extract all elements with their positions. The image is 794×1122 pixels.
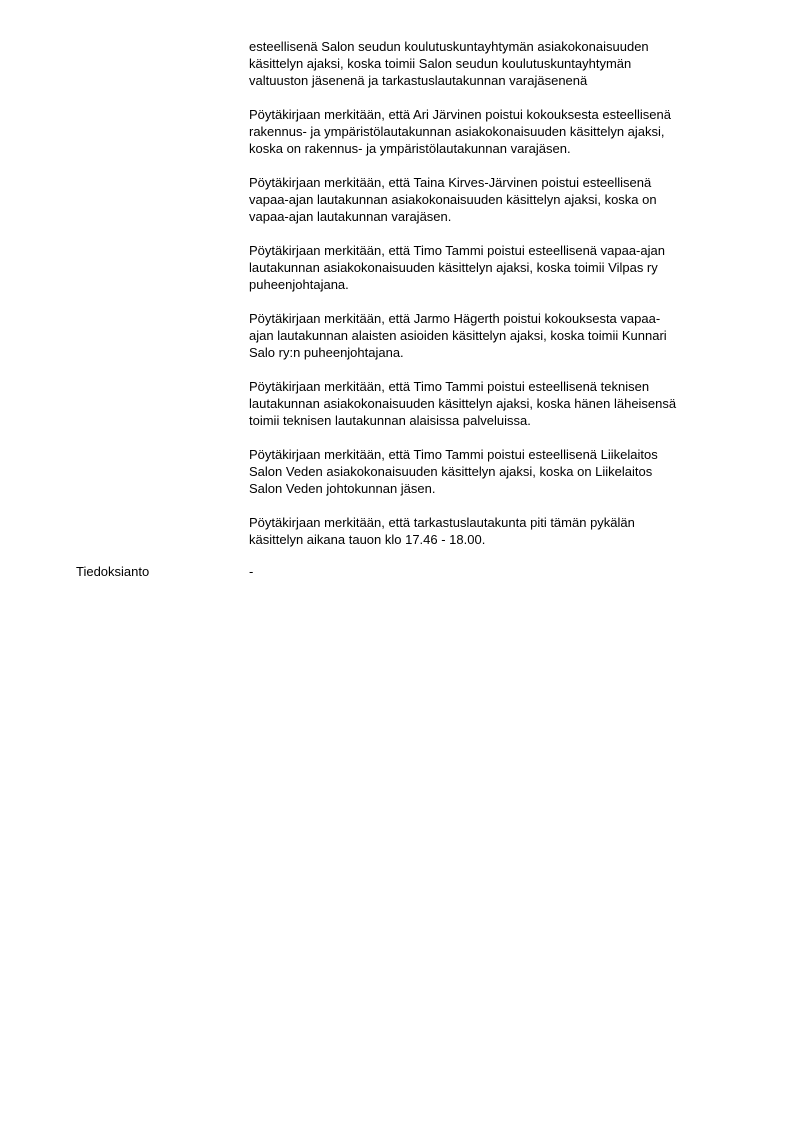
tiedoksianto-label: Tiedoksianto — [76, 564, 150, 579]
paragraph-jarmo-hagerth: Pöytäkirjaan merkitään, että Jarmo Hägerth poistui kokouksesta vapaa- ajan lautakunnan alaisten asioiden käsittelyn ajaksi, koska toimii Kunnari Salo ry:n puheenjohtajana. — [249, 311, 667, 360]
paragraph-taina-kirves-jarvinen: Pöytäkirjaan merkitään, että Taina Kirves-Järvinen poistui esteellisenä vapaa-ajan lautakunnan asiakokonaisuuden käsittelyn ajaksi, koska on vapaa-ajan lautakunnan varajäsen. — [249, 175, 657, 224]
paragraph-tauko: Pöytäkirjaan merkitään, että tarkastuslautakunta piti tämän pykälän käsittelyn aikana tauon klo 17.46 - 18.00. — [249, 515, 635, 547]
paragraph-timo-tammi-salon-vesi: Pöytäkirjaan merkitään, että Timo Tammi poistui esteellisenä Liikelaitos Salon Veden asiakokonaisuuden käsittelyn ajaksi, koska on Liikelaitos Salon Veden johtokunnan jäsen. — [249, 447, 658, 496]
minutes-body — [249, 38, 739, 548]
paragraph-continuation: esteellisenä Salon seudun koulutuskuntayhtymän asiakokonaisuuden käsittelyn ajaksi, koska toimii Salon seudun koulutuskuntayhtymän valtuuston jäsenenä ja tarkastuslautakunnan varajäsenenä — [249, 39, 649, 88]
paragraph-timo-tammi-vapaa-aika: Pöytäkirjaan merkitään, että Timo Tammi poistui esteellisenä vapaa-ajan lautakunnan asiakokonaisuuden käsittelyn ajaksi, koska toimii Vilpas ry puheenjohtajana. — [249, 243, 665, 292]
paragraph-timo-tammi-tekninen: Pöytäkirjaan merkitään, että Timo Tammi poistui esteellisenä teknisen lautakunnan asiakokonaisuuden käsittelyn ajaksi, koska hänen läheisensä toimii teknisen lautakunnan alaisissa palveluissa. — [249, 379, 677, 428]
tiedoksianto-value: - — [249, 564, 254, 579]
paragraph-ari-jarvinen: Pöytäkirjaan merkitään, että Ari Järvinen poistui kokouksesta esteellisenä rakennus- ja ympäristölautakunnan asiakokonaisuuden käsittelyn ajaksi, koska on rakennus- ja ympäristölautakunnan varajäsen. — [249, 107, 671, 156]
